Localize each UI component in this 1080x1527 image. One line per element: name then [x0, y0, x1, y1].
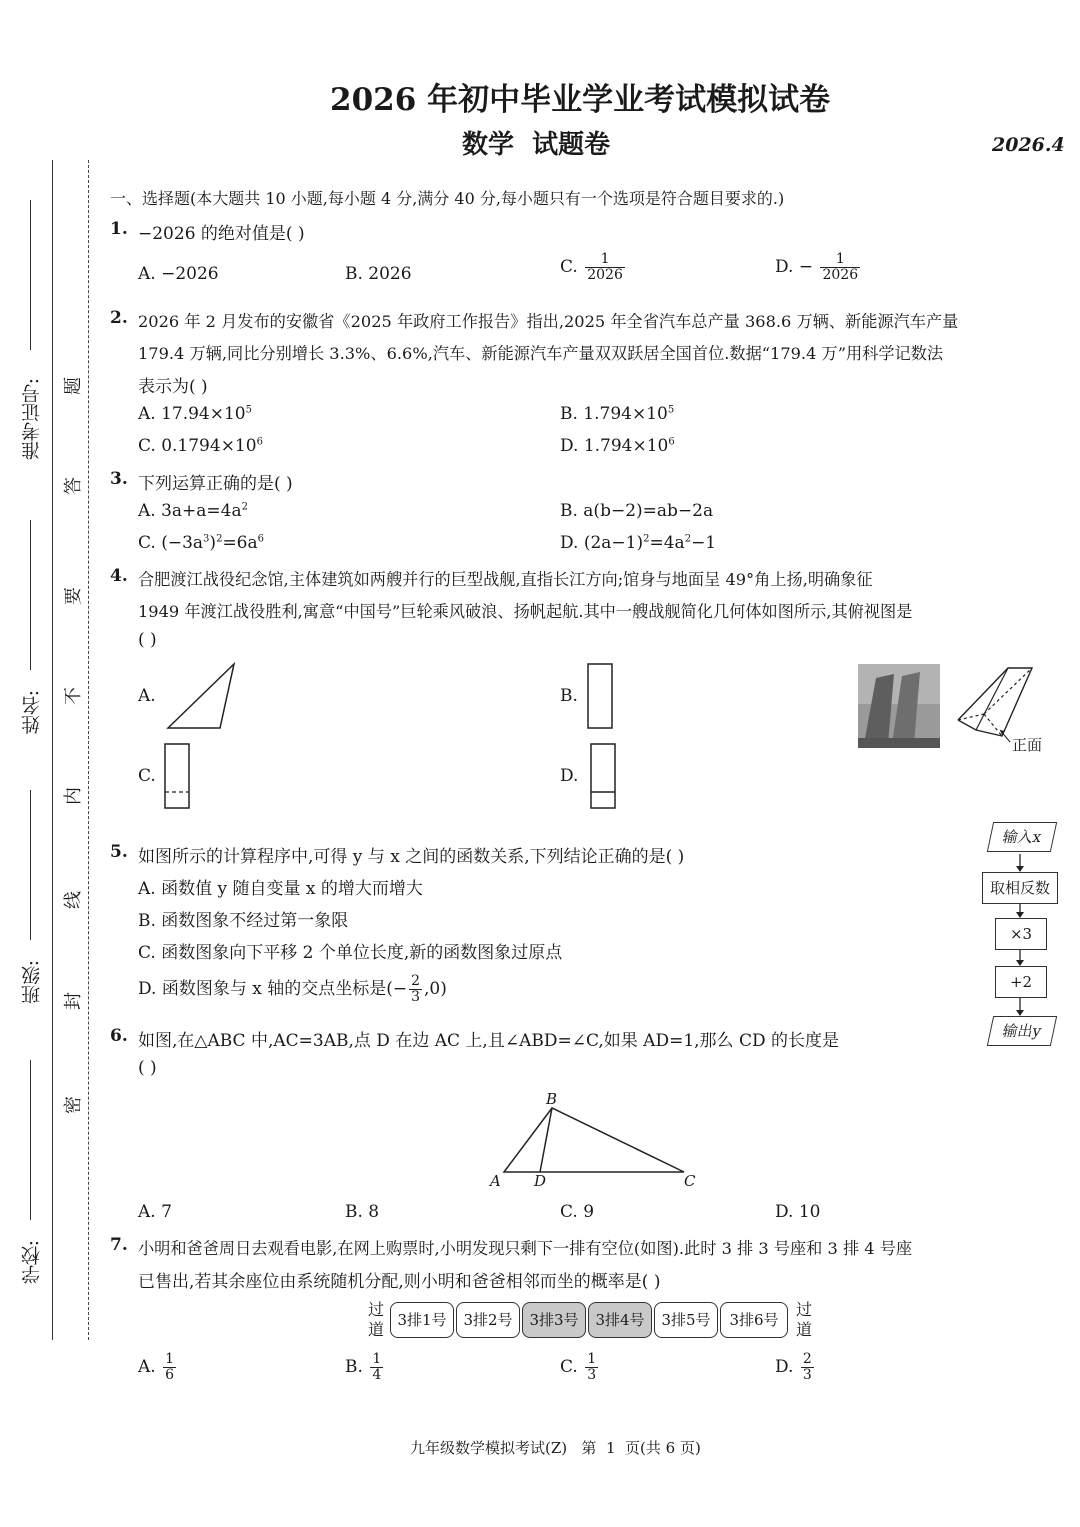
exam-number-label: 准考证号:: [21, 378, 43, 461]
seat[interactable]: 3排5号: [654, 1302, 718, 1338]
page-footer: 九年级数学模拟考试(Z) 第 1 页(共 6 页): [410, 1439, 701, 1457]
option-d[interactable]: D. $1.794\times 10^6$: [560, 436, 675, 456]
option-c[interactable]: C. 函数图象向下平移 2 个单位长度,新的函数图象过原点: [138, 943, 563, 963]
question-number: 6.: [110, 1026, 128, 1046]
seat-sold: 3排4号: [588, 1302, 652, 1338]
memorial-photo: [858, 664, 940, 748]
seal-char: 要: [63, 587, 84, 605]
option-c[interactable]: C. 9: [560, 1202, 595, 1222]
seat[interactable]: 3排1号: [390, 1302, 454, 1338]
triangle-figure: [486, 1090, 698, 1190]
question-number: 5.: [110, 842, 128, 862]
option-b[interactable]: B. 函数图象不经过第一象限: [138, 911, 349, 931]
question-stem: 1949 年渡江战役胜利,寓意“中国号”巨轮乘风破浪、扬帆起航.其中一艘战舰简化几何体如图所示,其俯视图是: [138, 602, 913, 621]
school-line[interactable]: [30, 1060, 31, 1220]
question-stem: 合肥渡江战役纪念馆,主体建筑如两艘并行的巨型战舰,直指长江方向;馆身与地面呈 49°角上扬,明确象征: [138, 570, 873, 589]
option-c[interactable]: C. $0.1794\times 10^6$: [138, 436, 263, 456]
seal-char: 答: [63, 477, 84, 495]
question-number: 4.: [110, 566, 128, 586]
question-stem: ( ): [138, 630, 157, 650]
seat[interactable]: 3排2号: [456, 1302, 520, 1338]
question-stem: 下列运算正确的是( ): [138, 474, 293, 494]
seat[interactable]: 3排6号: [720, 1302, 788, 1338]
option-a-label[interactable]: A.: [138, 686, 156, 706]
vertex-label-d: D: [534, 1172, 547, 1190]
option-c-figure: [162, 742, 192, 810]
front-label: 正面: [1012, 736, 1043, 754]
fraction: $\frac{1}{4}$: [372, 1351, 382, 1383]
option-d[interactable]: D. $\frac{2}{3}$: [775, 1351, 812, 1383]
option-b[interactable]: B. a(b−2)=ab−2a: [560, 501, 714, 521]
option-b[interactable]: B. $\frac{1}{4}$: [345, 1351, 382, 1383]
option-c[interactable]: C. $\frac{1}{3}$: [560, 1351, 597, 1383]
exam-number-line[interactable]: [30, 200, 31, 350]
option-d[interactable]: D. 10: [775, 1202, 821, 1222]
question-number: 3.: [110, 469, 128, 489]
page-title: 2026 年初中毕业学业考试模拟试卷: [330, 82, 831, 118]
cut-line: [52, 160, 53, 1340]
option-a[interactable]: A. 函数值 y 随自变量 x 的增大而增大: [138, 879, 423, 899]
option-a[interactable]: A. −2026: [138, 264, 219, 284]
seal-char: 线: [63, 891, 84, 909]
name-line[interactable]: [30, 520, 31, 670]
fraction: $\frac{2}{3}$: [802, 1351, 812, 1383]
seal-char: 内: [63, 787, 84, 805]
option-b[interactable]: B. $1.794\times 10^5$: [560, 404, 675, 424]
option-a[interactable]: A. $3a+a=4a^2$: [138, 501, 248, 521]
fraction: $\frac{1}{6}$: [165, 1351, 175, 1383]
seal-char: 题: [63, 377, 84, 395]
option-b-label[interactable]: B.: [560, 686, 578, 706]
question-stem: 表示为( ): [138, 377, 208, 397]
page-subtitle: 数学 试题卷: [462, 130, 611, 160]
option-c[interactable]: [560, 252, 627, 283]
fraction: $\frac{1}{2026}$: [587, 251, 623, 283]
question-stem: ( ): [138, 1058, 157, 1078]
seal-line: [88, 160, 89, 1340]
option-d[interactable]: D. $(2a-1)^2=4a^2-1$: [560, 533, 717, 553]
vertex-label-c: C: [684, 1172, 696, 1190]
option-a[interactable]: A. $\frac{1}{6}$: [138, 1351, 175, 1383]
option-d-label[interactable]: D.: [560, 766, 579, 786]
question-stem: 如图所示的计算程序中,可得 y 与 x 之间的函数关系,下列结论正确的是( ): [138, 847, 685, 867]
option-a[interactable]: A. 7: [138, 1202, 172, 1222]
question-number: 7.: [110, 1235, 128, 1255]
aisle-label-right: 过 道: [796, 1300, 813, 1339]
option-c-label[interactable]: C.: [138, 766, 156, 786]
option-label: D. −: [775, 257, 814, 277]
aisle-label-left: 过 道: [368, 1300, 385, 1339]
name-label: 姓名:: [21, 690, 43, 735]
option-c[interactable]: C. $(-3a^3)^2=6a^6$: [138, 533, 265, 553]
option-label: C.: [560, 257, 578, 277]
seal-char: 封: [63, 992, 84, 1010]
flow-input: 输入x: [987, 822, 1057, 852]
question-stem: 179.4 万辆,同比分别增长 3.3%、6.6%,汽车、新能源汽车产量双双跃居全国首位.数据“179.4 万”用科学记数法: [138, 344, 944, 363]
question-stem: 2026 年 2 月发布的安徽省《2025 年政府工作报告》指出,2025 年全省汽车总产量 368.6 万辆、新能源汽车产量: [138, 312, 959, 331]
option-a[interactable]: A. $17.94\times 10^5$: [138, 404, 253, 424]
option-d-figure: [588, 742, 618, 810]
vertex-label-b: B: [546, 1090, 558, 1108]
option-d[interactable]: D. 函数图象与 x 轴的交点坐标是(− $\frac{2}{3}$ ,0): [138, 973, 447, 1005]
question-stem: 如图,在△ABC 中,AC=3AB,点 D 在边 AC 上,且∠ABD=∠C,如果 AD=1,那么 CD 的长度是: [138, 1031, 839, 1051]
class-line[interactable]: [30, 790, 31, 940]
exam-date: 2026.4: [992, 134, 1065, 156]
flow-step: +2: [995, 966, 1047, 998]
question-stem: −2026 的绝对值是( ): [138, 224, 305, 244]
seat-sold: 3排3号: [522, 1302, 586, 1338]
seal-char: 不: [63, 687, 84, 705]
fraction: $\frac{1}{3}$: [587, 1351, 597, 1383]
option-d[interactable]: [775, 252, 862, 283]
school-label: 学校:: [21, 1240, 43, 1285]
section-heading: 一、选择题(本大题共 10 小题,每小题 4 分,满分 40 分,每小题只有一个选项是符合题目要求的.): [110, 189, 785, 208]
flow-output: 输出y: [987, 1016, 1057, 1046]
option-a-figure: [160, 660, 240, 732]
option-b-figure: [586, 662, 616, 730]
seal-char: 密: [63, 1096, 84, 1114]
question-number: 1.: [110, 219, 128, 239]
question-stem: 小明和爸爸周日去观看电影,在网上购票时,小明发现只剩下一排有空位(如图).此时 3 排 3 号座和 3 排 4 号座: [138, 1239, 913, 1258]
option-b[interactable]: B. 8: [345, 1202, 380, 1222]
vertex-label-a: A: [490, 1172, 501, 1190]
question-number: 2.: [110, 308, 128, 328]
flow-step: 取相反数: [982, 872, 1058, 904]
class-label: 班级:: [21, 960, 43, 1005]
question-stem: 已售出,若其余座位由系统随机分配,则小明和爸爸相邻而坐的概率是( ): [138, 1272, 661, 1292]
fraction: $\frac{1}{2026}$: [822, 251, 859, 283]
flow-step: ×3: [995, 918, 1047, 950]
fraction: $\frac{2}{3}$: [411, 973, 421, 1005]
option-b[interactable]: B. 2026: [345, 264, 412, 284]
